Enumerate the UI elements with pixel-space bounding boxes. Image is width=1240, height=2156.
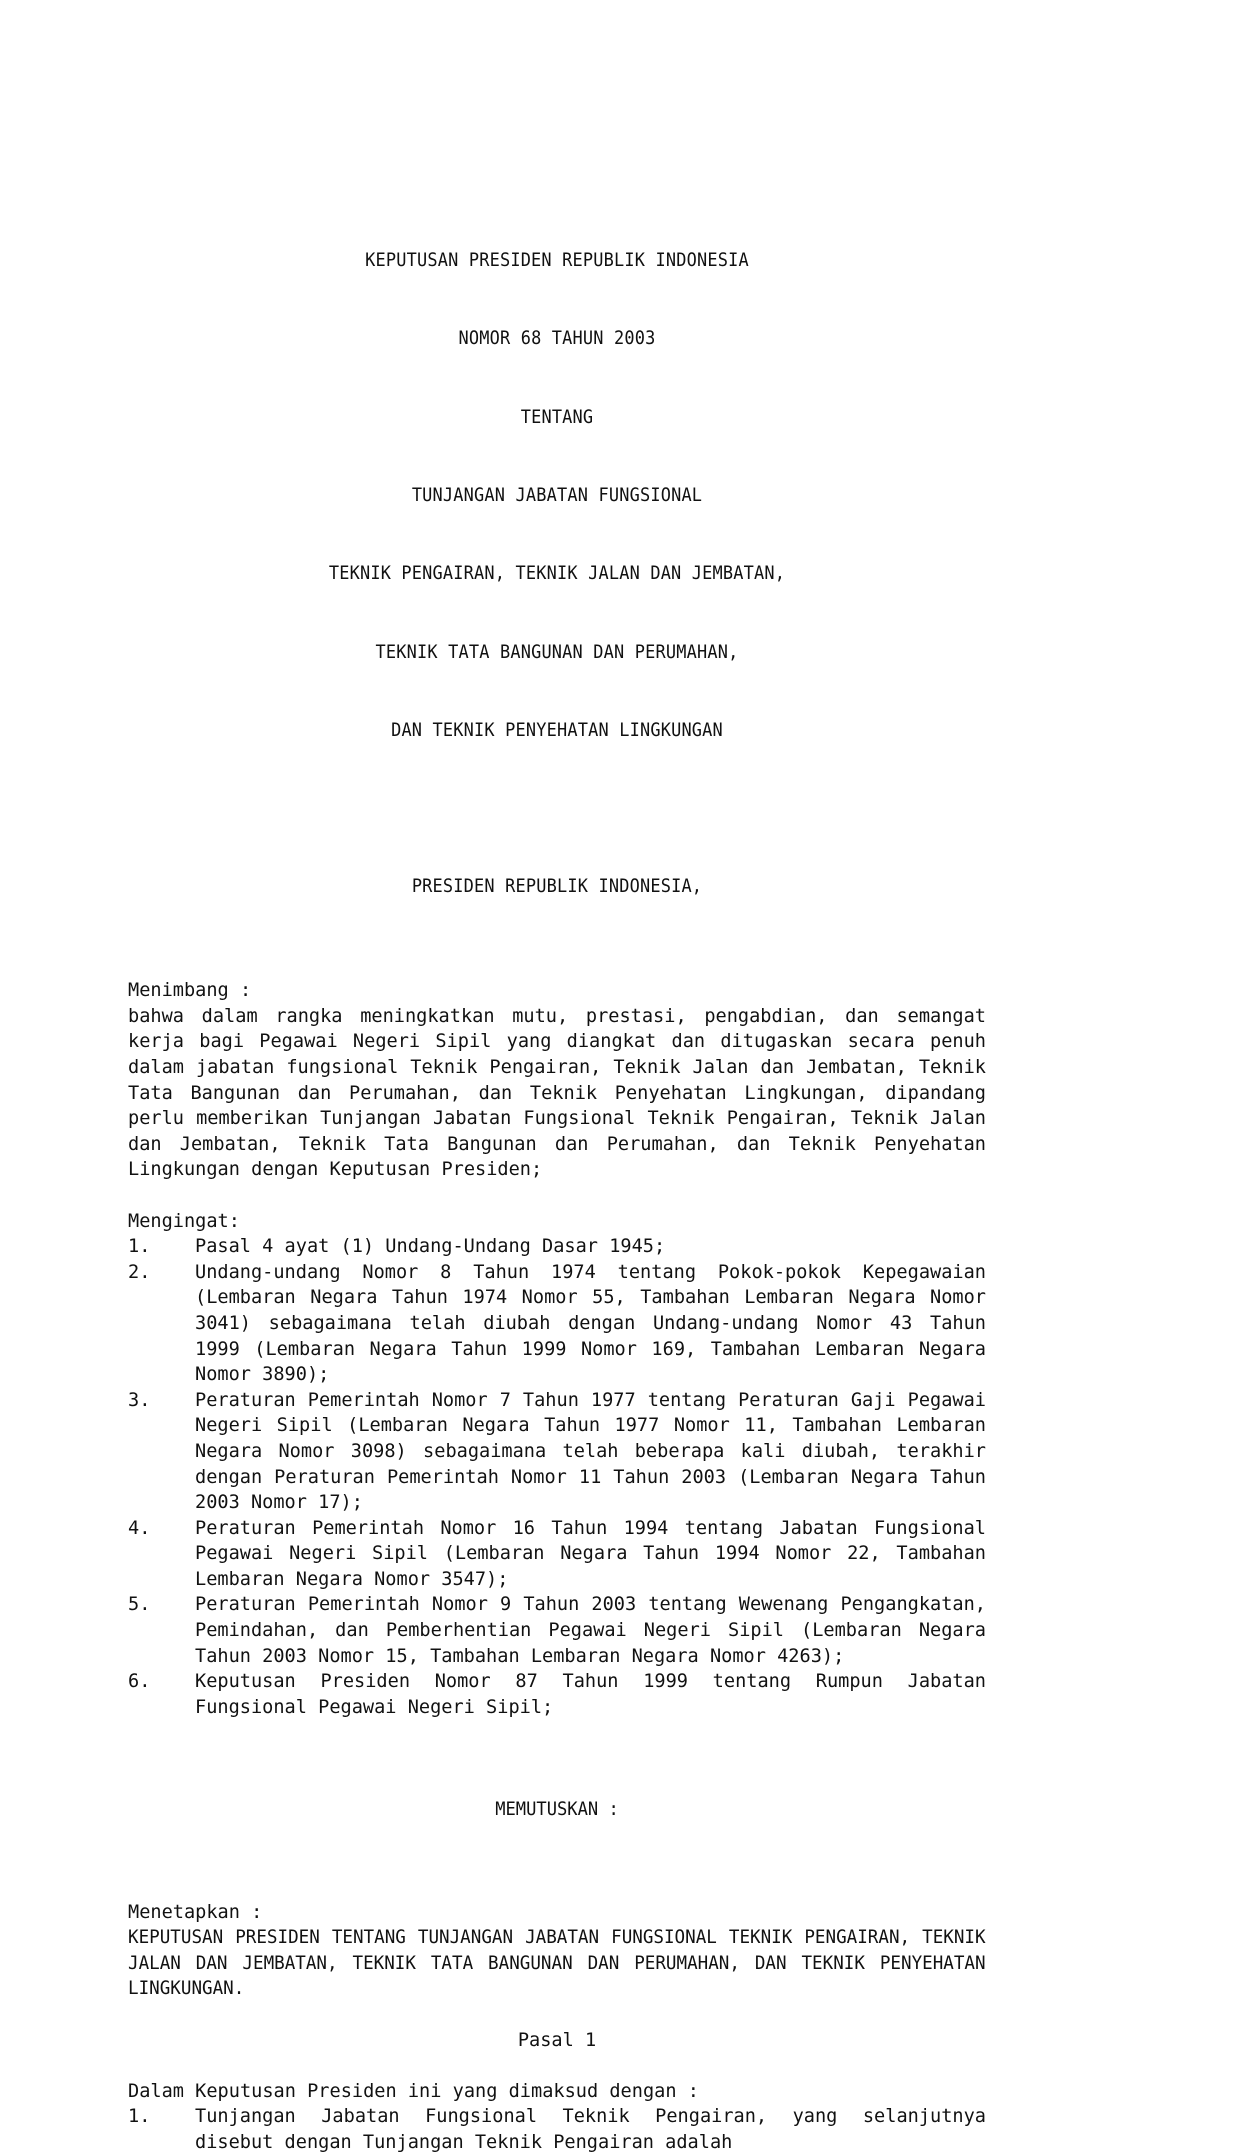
list-item-number: 2. [128, 1261, 151, 1283]
list-item-number: 1. [128, 2106, 151, 2128]
list-item [128, 1669, 986, 1720]
list-item [128, 1388, 986, 1516]
spacer-before-mengingat [128, 1183, 986, 1209]
memutuskan-heading-block [128, 1746, 986, 1874]
issuer-line-block [128, 822, 986, 952]
list-item-text: Pasal 4 ayat (1) Undang-Undang Dasar 1945; [195, 1236, 666, 1258]
title-line-5: TEKNIK PENGAIRAN, TEKNIK JALAN DAN JEMBATAN, [328, 563, 786, 585]
spacer-before-memutuskan [128, 1720, 986, 1746]
spacer-before-menimbang [128, 953, 986, 979]
list-item [128, 1592, 986, 1669]
list-item [128, 1516, 986, 1593]
title-spacer [128, 796, 986, 822]
memutuskan-heading: MEMUTUSKAN : [495, 1799, 619, 1821]
list-item [128, 2104, 986, 2155]
document-title-block [128, 196, 986, 796]
document-body [128, 953, 986, 2156]
list-item-text: Peraturan Pemerintah Nomor 7 Tahun 1977 tentang Peraturan Gaji Pegawai Negeri Sipil (Lembaran Negara Tahun 1977 Nomor 11, Tambahan Lembaran Negara Nomor 3098) sebagaimana telah beberapa kali diubah, terakhir dengan Peraturan Pemerintah Nomor 11 Tahun 2003 (Lembaran Negara Tahun 2003 Nomor 17); [195, 1389, 986, 1514]
list-item-number: 3. [128, 1389, 151, 1411]
list-item-text: Peraturan Pemerintah Nomor 16 Tahun 1994 tentang Jabatan Fungsional Pegawai Negeri Sipil (Lembaran Negara Tahun 1994 Nomor 22, Tambahan Lembaran Negara Nomor 3547); [195, 1517, 986, 1590]
list-item [128, 1260, 986, 1388]
issuer-line: PRESIDEN REPUBLIK INDONESIA, [411, 876, 703, 898]
menetapkan-body: KEPUTUSAN PRESIDEN TENTANG TUNJANGAN JABATAN FUNGSIONAL TEKNIK PENGAIRAN, TEKNIK JALAN DAN JEMBATAN, TEKNIK TATA BANGUNAN DAN PERUMAHAN, DAN TEKNIK PENYEHATAN LINGKUNGAN. [128, 1927, 986, 2000]
title-line-6: TEKNIK TATA BANGUNAN DAN PERUMAHAN, [375, 641, 739, 663]
list-item-text: Undang-undang Nomor 8 Tahun 1974 tentang Pokok-pokok Kepegawaian (Lembaran Negara Tahun 1974 Nomor 55, Tambahan Lembaran Negara Nomor 3041) sebagaimana telah diubah dengan Undang-undang Nomor 43 Tahun 1999 (Lembaran Negara Tahun 1999 Nomor 169, Tambahan Lembaran Negara Nomor 3890); [195, 1261, 986, 1386]
list-item-number: 4. [128, 1517, 151, 1539]
menimbang-label: Menimbang : [128, 980, 252, 1002]
menetapkan-label: Menetapkan : [128, 1901, 263, 1923]
list-item-text: Peraturan Pemerintah Nomor 9 Tahun 2003 tentang Wewenang Pengangkatan, Pemindahan, dan Pemberhentian Pegawai Negeri Sipil (Lembaran Negara Tahun 2003 Nomor 15, Tambahan Lembaran Negara Nomor 4263); [195, 1594, 986, 1667]
title-line-7: DAN TEKNIK PENYEHATAN LINGKUNGAN [391, 719, 723, 741]
list-item-number: 1. [128, 1236, 151, 1258]
list-item-text: Keputusan Presiden Nomor 87 Tahun 1999 tentang Rumpun Jabatan Fungsional Pegawai Negeri Sipil; [195, 1671, 986, 1718]
spacer-before-menetapkan [128, 1874, 986, 1900]
list-item [128, 1234, 986, 1260]
title-line-2: NOMOR 68 TAHUN 2003 [458, 328, 656, 350]
list-item-text: Tunjangan Jabatan Fungsional Teknik Pengairan, yang selanjutnya disebut dengan Tunjangan Teknik Pengairan adalah [195, 2106, 986, 2153]
list-item-number: 5. [128, 1594, 151, 1616]
spacer-after-pasal-1-heading [128, 2053, 986, 2079]
text-column [128, 196, 986, 2156]
list-item-number: 6. [128, 1671, 151, 1693]
menimbang-body: bahwa dalam rangka meningkatkan mutu, prestasi, pengabdian, dan semangat kerja bagi Pegawai Negeri Sipil yang diangkat dan ditugaskan secara penuh dalam jabatan fungsional Teknik Pengairan, Teknik Jalan dan Jembatan, Teknik Tata Bangunan dan Perumahan, dan Teknik Penyehatan Lingkungan, dipandang perlu memberikan Tunjangan Jabatan Fungsional Teknik Pengairan, Teknik Jalan dan Jembatan, Teknik Tata Bangunan dan Perumahan, dan Teknik Penyehatan Lingkungan dengan Keputusan Presiden; [128, 1005, 986, 1181]
title-line-4: TUNJANGAN JABATAN FUNGSIONAL [411, 485, 703, 507]
pasal-1-list [128, 2104, 986, 2155]
spacer-before-pasal-1 [128, 2002, 986, 2028]
pasal-1-heading: Pasal 1 [517, 2029, 597, 2051]
title-line-3: TENTANG [520, 406, 594, 428]
title-line-1: KEPUTUSAN PRESIDEN REPUBLIK INDONESIA [365, 250, 749, 272]
mengingat-label: Mengingat: [128, 1210, 240, 1232]
mengingat-list [128, 1234, 986, 1720]
pasal-1-lead: Dalam Keputusan Presiden ini yang dimaksud dengan : [128, 2080, 699, 2102]
